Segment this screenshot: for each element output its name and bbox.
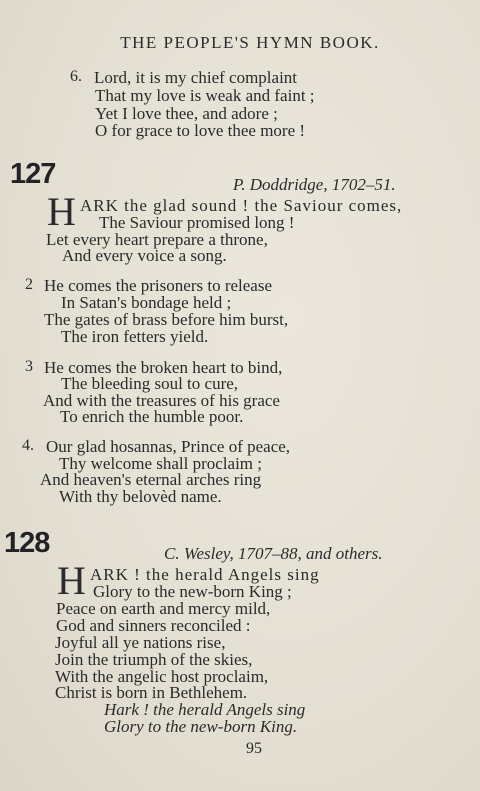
verse-number: 2 bbox=[25, 276, 33, 293]
verse-line: Peace on earth and mercy mild, bbox=[56, 599, 271, 618]
verse-number: 6. bbox=[70, 68, 82, 85]
verse-line: Yet I love thee, and adore ; bbox=[95, 104, 278, 123]
verse-line: ARK the glad sound ! the Saviour comes, bbox=[80, 196, 403, 215]
page-number: 95 bbox=[246, 740, 262, 757]
verse-line: The Saviour promised long ! bbox=[99, 213, 295, 232]
verse-line: That my love is weak and faint ; bbox=[95, 86, 315, 105]
verse-line: Glory to the new-born King ; bbox=[93, 582, 292, 601]
verse-line: Joyful all ye nations rise, bbox=[55, 633, 226, 652]
verse-line: Let every heart prepare a throne, bbox=[46, 230, 268, 249]
verse-line: And with the treasures of his grace bbox=[43, 391, 280, 410]
verse-line: Our glad hosannas, Prince of peace, bbox=[46, 437, 291, 456]
hymn-author: P. Doddridge, 1702–51. bbox=[233, 175, 396, 194]
hymn-number: 127 bbox=[10, 158, 56, 190]
verse-line: Christ is born in Bethlehem. bbox=[55, 683, 248, 702]
verse-line: With the angelic host proclaim, bbox=[55, 667, 269, 686]
verse-line: He comes the prisoners to release bbox=[44, 276, 272, 295]
hymn-author: C. Wesley, 1707–88, and others. bbox=[164, 544, 383, 563]
verse-line: ARK ! the herald Angels sing bbox=[90, 565, 320, 584]
verse-line: To enrich the humble poor. bbox=[60, 407, 244, 426]
verse-line: With thy belovèd name. bbox=[59, 487, 222, 506]
verse-line: He comes the broken heart to bind, bbox=[44, 358, 283, 377]
verse-line: Join the triumph of the skies, bbox=[55, 650, 253, 669]
verse-line: The bleeding soul to cure, bbox=[61, 374, 239, 393]
verse-line: And every voice a song. bbox=[62, 246, 227, 265]
drop-cap: H bbox=[57, 558, 86, 603]
drop-cap: H bbox=[47, 189, 76, 234]
verse-line: The gates of brass before him burst, bbox=[44, 310, 289, 329]
verse-line: The iron fetters yield. bbox=[61, 327, 209, 346]
verse-number: 4. bbox=[22, 437, 34, 454]
refrain-line: Hark ! the herald Angels sing bbox=[104, 700, 306, 719]
verse-line: Thy welcome shall proclaim ; bbox=[59, 454, 262, 473]
verse-line: Lord, it is my chief complaint bbox=[94, 68, 298, 87]
verse-line: In Satan's bondage held ; bbox=[61, 293, 232, 312]
verse-line: And heaven's eternal arches ring bbox=[40, 470, 262, 489]
verse-line: O for grace to love thee more ! bbox=[95, 121, 306, 140]
verse-number: 3 bbox=[25, 358, 33, 375]
refrain-line: Glory to the new-born King. bbox=[104, 717, 298, 736]
hymn-number: 128 bbox=[4, 527, 50, 559]
running-head: THE PEOPLE'S HYMN BOOK. bbox=[120, 33, 380, 52]
verse-line: God and sinners reconciled : bbox=[56, 616, 251, 635]
